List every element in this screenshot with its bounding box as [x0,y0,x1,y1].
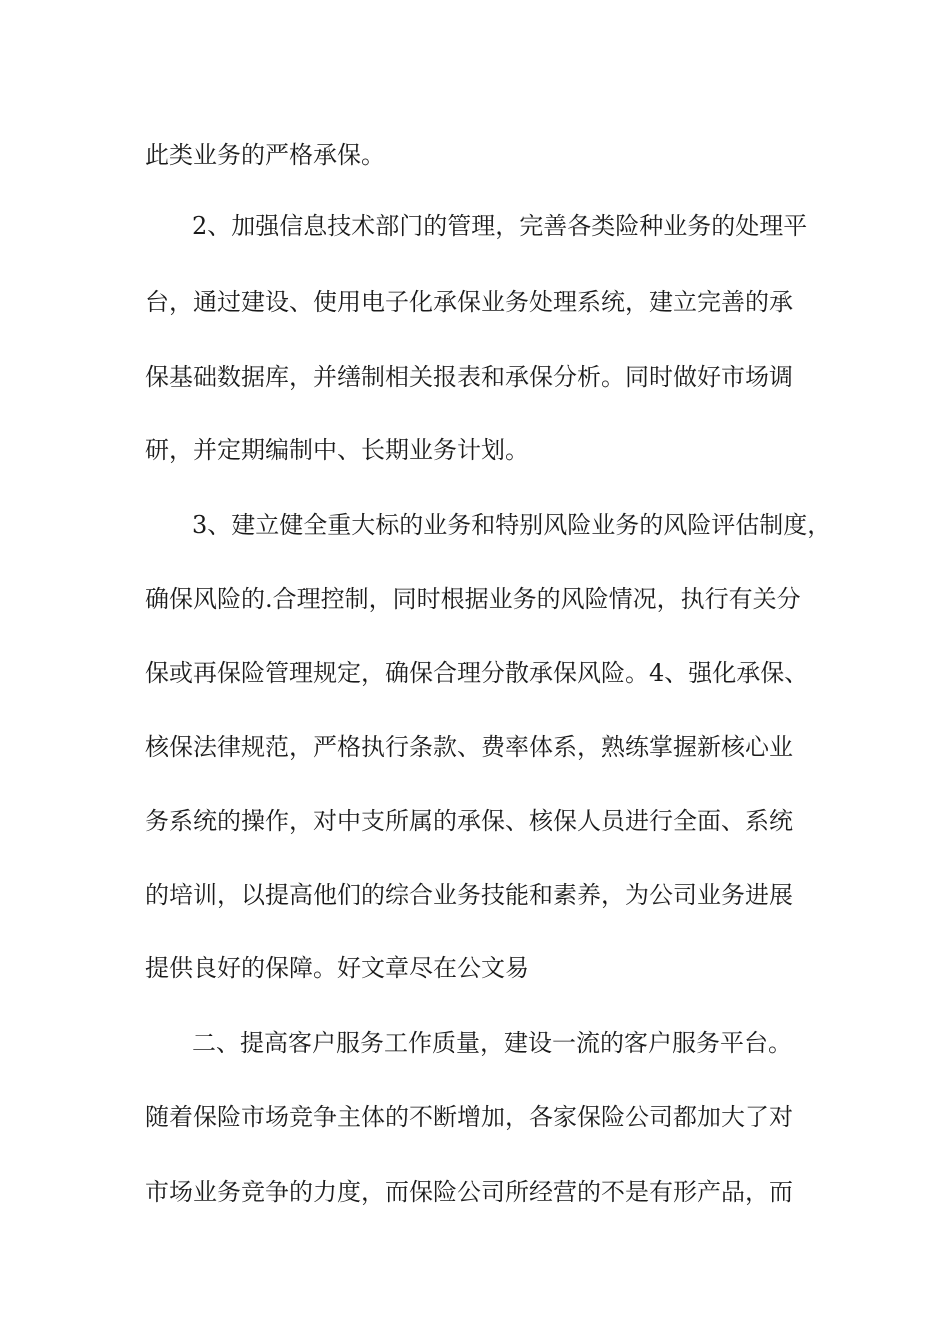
text-line: 保或再保险管理规定，确保合理分散承保风险。4、强化承保、 [145,659,809,687]
text-line: 核保法律规范，严格执行条款、费率体系，熟练掌握新核心业 [145,733,793,761]
text-line: 台，通过建设、使用电子化承保业务处理系统，建立完善的承 [145,288,793,316]
text-line: 的培训，以提高他们的综合业务技能和素养，为公司业务进展 [145,881,793,909]
text-line: 提供良好的保障。好文章尽在公文易 [145,954,529,982]
text-line: 此类业务的严格承保。 [145,141,385,169]
text-line: 随着保险市场竞争主体的不断增加，各家保险公司都加大了对 [145,1103,793,1131]
text-line: 确保风险的.合理控制，同时根据业务的风险情况，执行有关分 [145,585,801,613]
paragraph-start-line: 3、建立健全重大标的业务和特别风险业务的风险评估制度， [192,511,832,539]
paragraph-start-line: 2、加强信息技术部门的管理，完善各类险种业务的处理平 [192,212,808,240]
text-line: 保基础数据库，并缮制相关报表和承保分析。同时做好市场调 [145,363,793,391]
section-heading-line: 二、提高客户服务工作质量，建设一流的客户服务平台。 [192,1029,792,1057]
text-line: 研，并定期编制中、长期业务计划。 [145,436,529,464]
text-line: 务系统的操作，对中支所属的承保、核保人员进行全面、系统 [145,807,793,835]
text-line: 市场业务竞争的力度，而保险公司所经营的不是有形产品，而 [145,1178,793,1206]
